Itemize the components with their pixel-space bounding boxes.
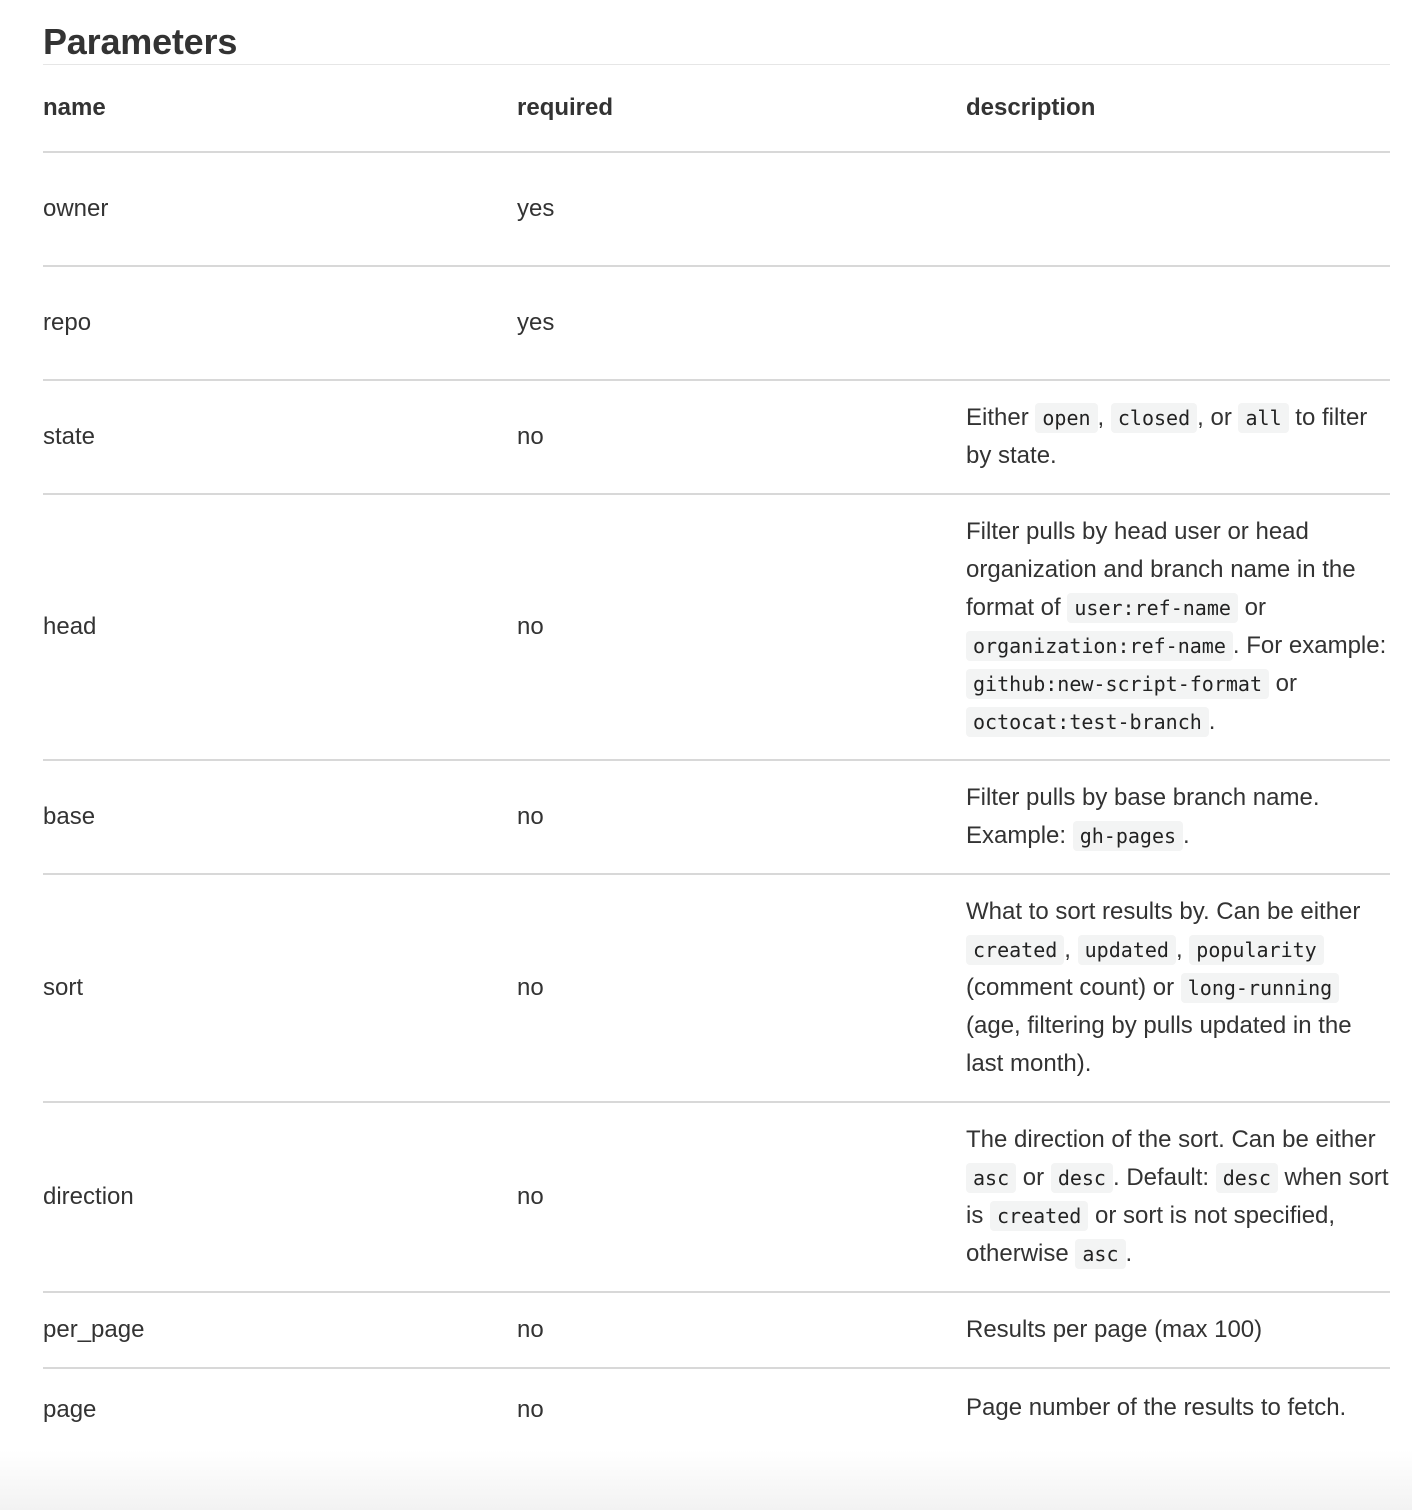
param-name: head	[43, 494, 517, 760]
param-name: per_page	[43, 1292, 517, 1368]
header-required: required	[517, 65, 966, 152]
param-name: direction	[43, 1102, 517, 1292]
table-row	[43, 874, 1390, 1102]
code-span: long-running	[1181, 973, 1340, 1003]
desc-text: or	[1237, 594, 1266, 621]
code-span: desc	[1051, 1163, 1113, 1193]
code-span: updated	[1078, 935, 1176, 965]
code-span: created	[966, 935, 1064, 965]
table-row	[43, 1102, 1390, 1292]
desc-text: . Default:	[1112, 1164, 1216, 1191]
parameters-section	[43, 0, 1390, 1499]
code-span: open	[1035, 403, 1097, 433]
desc-text: Either	[966, 404, 1036, 431]
desc-text: , or	[1197, 404, 1239, 431]
code-span: closed	[1111, 403, 1197, 433]
param-name: state	[43, 380, 517, 494]
desc-text: (age, filtering by pulls updated in the last month).	[966, 1012, 1352, 1077]
code-span: asc	[1075, 1239, 1125, 1269]
desc-text: What to sort results by. Can be either	[966, 898, 1361, 925]
param-required: no	[517, 1292, 966, 1368]
header-name: name	[43, 65, 517, 152]
code-span: user:ref-name	[1067, 593, 1238, 623]
code-span: created	[990, 1201, 1088, 1231]
param-description	[966, 380, 1390, 494]
section-title: Parameters	[43, 0, 1390, 65]
code-span: octocat:test-branch	[966, 707, 1209, 737]
desc-text: ,	[1097, 404, 1111, 431]
param-required: yes	[517, 152, 966, 266]
header-description: description	[966, 65, 1390, 152]
code-span: organization:ref-name	[966, 631, 1233, 661]
param-name: base	[43, 760, 517, 874]
desc-text: Filter pulls by base branch name. Example:	[966, 784, 1320, 849]
desc-text: to filter by state.	[966, 404, 1368, 469]
desc-text: .	[1125, 1240, 1133, 1267]
param-required: no	[517, 494, 966, 760]
desc-text: or sort is not specified, otherwise	[966, 1202, 1336, 1267]
desc-text: (comment count) or	[966, 974, 1181, 1001]
code-span: popularity	[1189, 935, 1323, 965]
param-required: no	[517, 874, 966, 1102]
desc-text: Results per page (max 100)	[966, 1316, 1263, 1343]
code-span: all	[1238, 403, 1288, 433]
param-description	[966, 1292, 1390, 1368]
param-name: repo	[43, 266, 517, 380]
param-description	[966, 1102, 1390, 1292]
table-row	[43, 760, 1390, 874]
table-row	[43, 266, 1390, 380]
param-required: no	[517, 760, 966, 874]
desc-text: Filter pulls by head user or head organization and branch name in the format of	[966, 518, 1356, 621]
desc-text: ,	[1175, 936, 1190, 963]
code-span: github:new-script-format	[966, 669, 1269, 699]
table-header-row	[43, 65, 1390, 152]
desc-text: .	[1183, 822, 1190, 849]
code-span: desc	[1216, 1163, 1278, 1193]
param-description	[966, 152, 1390, 266]
code-span: gh-pages	[1073, 821, 1183, 851]
table-row	[43, 380, 1390, 494]
param-required: yes	[517, 266, 966, 380]
param-description	[966, 266, 1390, 380]
desc-text: . For example:	[1232, 632, 1387, 659]
table-row	[43, 1368, 1390, 1499]
table-row	[43, 1292, 1390, 1368]
param-description	[966, 760, 1390, 874]
param-required: no	[517, 1102, 966, 1292]
desc-text: or	[1016, 1164, 1051, 1191]
table-row	[43, 494, 1390, 760]
desc-text: ,	[1064, 936, 1078, 963]
param-description	[966, 874, 1390, 1102]
param-name: page	[43, 1396, 97, 1423]
param-name: sort	[43, 874, 517, 1102]
param-description	[966, 494, 1390, 760]
desc-text: Page number of the results to fetch.	[966, 1394, 1347, 1421]
param-description	[966, 1368, 1390, 1499]
desc-text: The direction of the sort. Can be either	[966, 1126, 1376, 1153]
param-name: owner	[43, 152, 517, 266]
param-required: no	[517, 1396, 544, 1423]
desc-text: when sort is	[966, 1164, 1389, 1229]
parameters-table	[43, 65, 1390, 1499]
desc-text: or	[1268, 670, 1297, 697]
param-required: no	[517, 380, 966, 494]
desc-text: .	[1208, 708, 1216, 735]
code-span: asc	[966, 1163, 1016, 1193]
table-row	[43, 152, 1390, 266]
